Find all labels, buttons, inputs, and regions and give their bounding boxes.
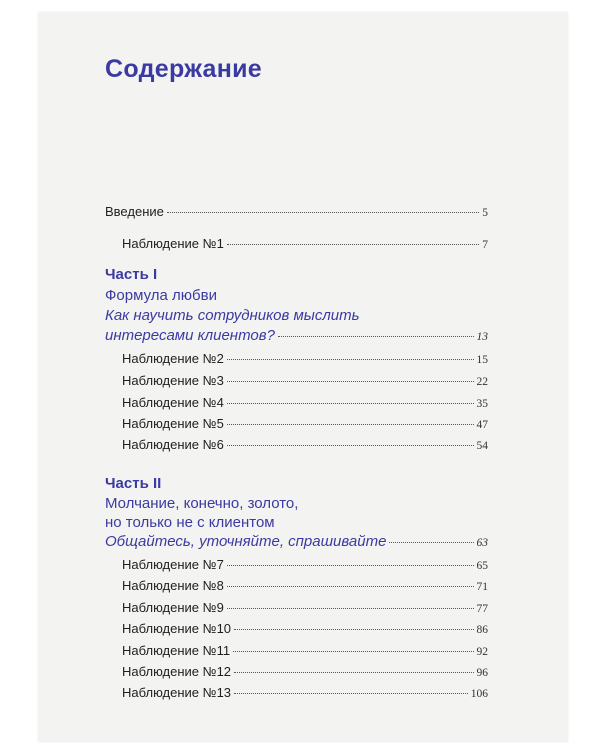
dot-leader — [227, 445, 474, 446]
toc-entry-label: Наблюдение №1 — [122, 236, 224, 251]
part-2-heading: Часть II — [105, 475, 162, 492]
toc-entry-observation-10[interactable] — [105, 621, 488, 636]
part-1-heading: Часть I — [105, 266, 158, 283]
dot-leader — [233, 651, 473, 652]
toc-page-number: 92 — [476, 646, 488, 658]
toc-entry-label: Наблюдение №13 — [122, 685, 232, 700]
toc-entry-label: Наблюдение №10 — [122, 621, 232, 636]
toc-page-number: 65 — [476, 560, 488, 572]
toc-entry-observation-2[interactable] — [105, 351, 488, 366]
dot-leader — [278, 336, 474, 337]
toc-entry-observation-5[interactable] — [105, 416, 488, 431]
toc-entry-intro[interactable] — [105, 204, 488, 219]
dot-leader — [389, 542, 473, 543]
dot-leader — [227, 381, 474, 382]
toc-entry-label: Наблюдение №8 — [122, 578, 224, 593]
dot-leader — [234, 693, 468, 694]
toc-entry-observation-13[interactable] — [105, 685, 488, 700]
toc-entry-observation-12[interactable] — [105, 664, 488, 679]
toc-page-number: 71 — [476, 581, 488, 593]
dot-leader — [227, 424, 474, 425]
toc-entry-label: Наблюдение №2 — [122, 351, 224, 366]
part-2-title-line-2: но только не с клиентом — [105, 514, 275, 531]
toc-page-number: 5 — [482, 207, 488, 219]
dot-leader — [227, 586, 474, 587]
toc-entry-observation-6[interactable] — [105, 437, 488, 452]
toc-page-number: 35 — [476, 398, 488, 410]
toc-entry-label: Наблюдение №3 — [122, 373, 224, 388]
toc-entry-part-2-subtitle[interactable] — [105, 533, 488, 550]
dot-leader — [167, 212, 479, 213]
dot-leader — [234, 672, 473, 673]
toc-page-number: 47 — [476, 419, 488, 431]
dot-leader — [227, 608, 474, 609]
toc-page-number: 86 — [476, 624, 488, 636]
toc-page-number: 96 — [476, 667, 488, 679]
dot-leader — [227, 403, 474, 404]
toc-entry-observation-9[interactable] — [105, 600, 488, 615]
toc-page-number: 106 — [470, 688, 488, 700]
toc-page-number: 13 — [476, 331, 488, 343]
toc-entry-label: Наблюдение №9 — [122, 600, 224, 615]
toc-entry-observation-7[interactable] — [105, 557, 488, 572]
toc-page-number: 22 — [476, 376, 488, 388]
toc-page-number: 54 — [476, 440, 488, 452]
page-title: Содержание — [105, 55, 263, 83]
dot-leader — [227, 244, 479, 245]
toc-page-number: 15 — [476, 354, 488, 366]
toc-entry-label: интересами клиентов? — [105, 327, 275, 344]
toc-entry-label: Наблюдение №12 — [122, 664, 232, 679]
dot-leader — [227, 565, 474, 566]
toc-entry-observation-4[interactable] — [105, 395, 488, 410]
toc-page-number: 7 — [482, 239, 488, 251]
dot-leader — [227, 359, 474, 360]
toc-entry-part-1-subtitle[interactable] — [105, 327, 488, 344]
toc-entry-label: Наблюдение №7 — [122, 557, 224, 572]
toc-entry-observation-1[interactable] — [105, 236, 488, 251]
toc-entry-observation-8[interactable] — [105, 578, 488, 593]
toc-entry-label: Наблюдение №4 — [122, 395, 224, 410]
toc-entry-label: Наблюдение №5 — [122, 416, 224, 431]
toc-entry-observation-11[interactable] — [105, 643, 488, 658]
toc-entry-label: Наблюдение №11 — [122, 643, 231, 658]
toc-page-number: 77 — [476, 603, 488, 615]
toc-page-number: 63 — [476, 537, 488, 549]
dot-leader — [234, 629, 473, 630]
toc-entry-observation-3[interactable] — [105, 373, 488, 388]
toc-entry-label: Наблюдение №6 — [122, 437, 224, 452]
part-1-subtitle-line-1: Как научить сотрудников мыслить — [105, 307, 360, 324]
part-2-title-line-1: Молчание, конечно, золото, — [105, 495, 299, 512]
part-1-title: Формула любви — [105, 287, 217, 304]
toc-entry-label: Введение — [105, 204, 164, 219]
toc-entry-label: Общайтесь, уточняйте, спрашивайте — [105, 533, 387, 550]
